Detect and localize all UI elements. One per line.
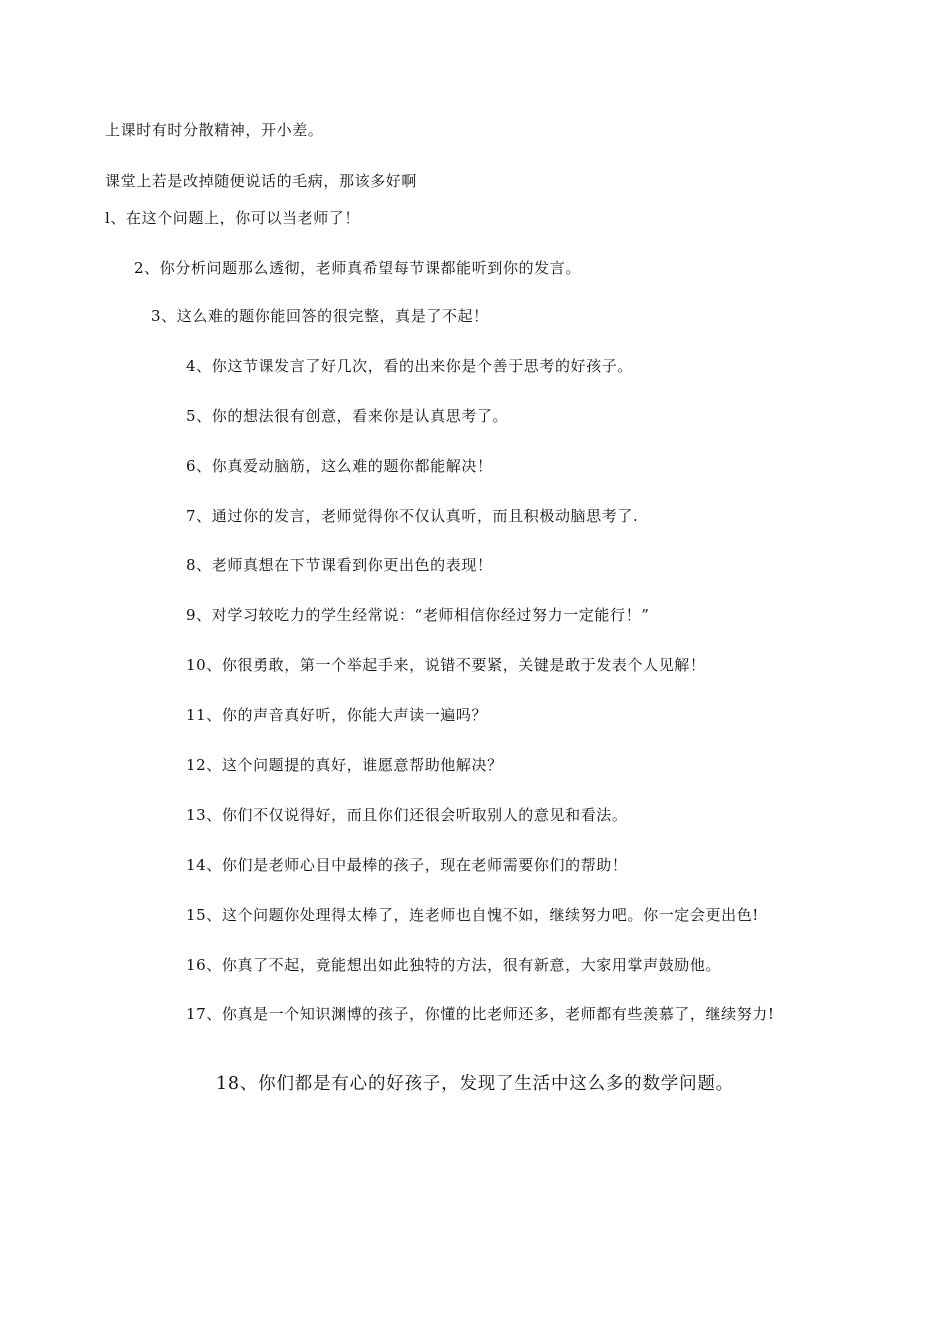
list-item-13: 13、你们不仅说得好，而且你们还很会听取别人的意见和看法。 [186, 806, 628, 824]
list-item-2: 2、你分析问题那么透彻，老师真希望每节课都能听到你的发言。 [134, 259, 581, 277]
list-item-16: 16、你真了不起，竟能想出如此独特的方法，很有新意，大家用掌声鼓励他。 [186, 956, 722, 974]
list-item-10: 10、你很勇敢，第一个举起手来，说错不要紧，关键是敢于发表个人见解！ [186, 656, 706, 674]
list-item-9: 9、对学习较吃力的学生经常说：“老师相信你经过努力一定能行！” [186, 606, 650, 624]
list-item-11: 11、你的声音真好听，你能大声读一遍吗？ [186, 706, 488, 724]
list-item-3: 3、这么难的题你能回答的很完整，真是了不起！ [151, 307, 489, 325]
list-item-12: 12、这个问题提的真好，谁愿意帮助他解决？ [186, 756, 503, 774]
list-item-7: 7、通过你的发言，老师觉得你不仅认真听，而且积极动脑思考了. [186, 507, 639, 525]
list-item-1: l、在这个问题上，你可以当老师了！ [105, 209, 360, 227]
intro-line-2: 课堂上若是改掉随便说话的毛病，那该多好啊 [105, 172, 418, 190]
list-item-17: 17、你真是一个知识渊博的孩子，你懂的比老师还多，老师都有些羡慕了，继续努力! [186, 1005, 775, 1023]
list-item-5: 5、你的想法很有创意，看来你是认真思考了。 [186, 407, 509, 425]
list-item-18: 18、你们都是有心的好孩子，发现了生活中这么多的数学问题。 [216, 1074, 734, 1094]
list-item-15: 15、这个问题你处理得太棒了，连老师也自愧不如，继续努力吧。你一定会更出色! [186, 906, 759, 924]
list-item-8: 8、老师真想在下节课看到你更出色的表现！ [186, 556, 493, 574]
list-item-4: 4、你这节课发言了好几次，看的出来你是个善于思考的好孩子。 [186, 357, 633, 375]
list-item-14: 14、你们是老师心目中最棒的孩子，现在老师需要你们的帮助！ [186, 856, 628, 874]
list-item-6: 6、你真爱动脑筋，这么难的题你都能解决！ [186, 457, 493, 475]
intro-line-1: 上课时有时分散精神，开小差。 [105, 121, 324, 139]
